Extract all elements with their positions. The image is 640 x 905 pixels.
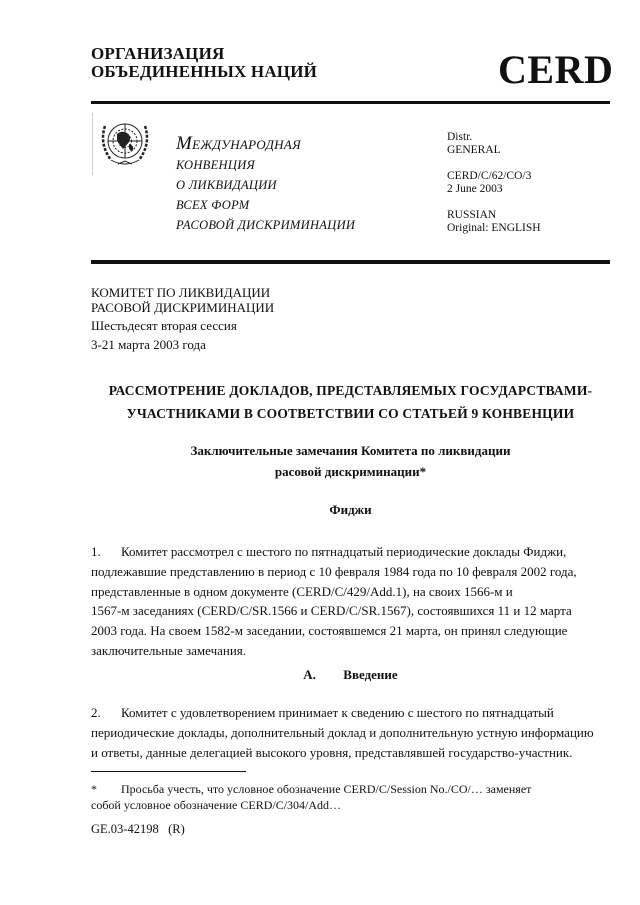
- section-title: Введение: [343, 667, 398, 682]
- country-heading: Фиджи: [329, 502, 372, 517]
- document-title: [91, 379, 610, 425]
- distr-value: GENERAL: [447, 143, 501, 156]
- title-line-2: УЧАСТНИКАМИ В СООТВЕТСТВИИ СО СТАТЬЕЙ 9 КОНВЕНЦИИ: [126, 406, 575, 421]
- paragraph-number: 2.: [91, 705, 101, 720]
- section-heading-a: [91, 667, 610, 683]
- committee-line-2: РАСОВОЙ ДИСКРИМИНАЦИИ: [91, 300, 275, 315]
- paragraph-line: периодические доклады, дополнительный доклад и дополнительную устную информацию: [91, 724, 594, 740]
- un-emblem-icon: [96, 114, 154, 172]
- convention-title: [176, 134, 355, 235]
- section-letter: A.: [303, 667, 316, 682]
- footnote: * Просьба учесть, что условное обозначение CERD/C/Session No./CO/… заменяет собой условное обозначение CERD/C/304/Add…: [91, 782, 532, 812]
- paragraph-line: подлежавшие представлению в период с 10 февраля 1984 года по 10 февраля 2002 года,: [91, 563, 577, 579]
- distribution-block: [447, 131, 541, 234]
- session-info: [91, 316, 237, 354]
- session-name: Шестьдесят вторая сессия: [91, 318, 237, 333]
- document-series-symbol: CERD: [498, 47, 614, 92]
- job-number: GE.03-42198 (R): [91, 822, 185, 836]
- convention-line-1: МЕЖДУНАРОДНАЯ: [176, 133, 301, 154]
- subtitle-line-1: Заключительные замечания Комитета по ликвидации: [190, 443, 511, 458]
- session-dates: 3-21 марта 2003 года: [91, 337, 206, 352]
- header-rule: [91, 101, 610, 104]
- convention-line-5: РАСОВОЙ ДИСКРИМИНАЦИИ: [176, 218, 356, 232]
- convention-line-2: КОНВЕНЦИЯ: [176, 158, 256, 172]
- footnote-mark: *: [91, 782, 97, 796]
- paragraph-1: [91, 542, 610, 661]
- header-bottom-rule: [91, 260, 610, 264]
- original-language: Original: ENGLISH: [447, 221, 541, 234]
- paragraph-line: 1567-м заседаниях (CERD/C/SR.1566 и CERD/C/SR.1567), состоявшихся 11 и 12 марта: [91, 603, 572, 619]
- organization-name: [91, 45, 317, 81]
- paragraph-line: 2003 года. На своем 1582-м заседании, состоявшемся 21 марта, он принял следующие: [91, 623, 568, 639]
- organization-line-2: ОБЪЕДИНЕННЫХ НАЦИЙ: [91, 62, 318, 81]
- document-subtitle: [91, 440, 610, 482]
- subtitle-line-2: расовой дискриминации*: [274, 464, 427, 479]
- emblem-divider: [92, 113, 93, 175]
- paragraph-line: 2. Комитет с удовлетворением принимает к сведению с шестого по пятнадцатый: [91, 703, 610, 723]
- paragraph-line: 1. Комитет рассмотрел с шестого по пятнадцатый периодические доклады Фиджи,: [91, 542, 610, 562]
- paragraph-line: и ответы, данные делегацией высокого уровня, представлявшей государство-участник.: [91, 744, 573, 760]
- footnote-separator: [91, 771, 246, 772]
- committee-name: [91, 285, 274, 315]
- paragraph-line: представленные в одном документе (CERD/C/429/Add.1), на своих 1566-м и: [91, 583, 513, 599]
- convention-line-3: О ЛИКВИДАЦИИ: [176, 178, 277, 192]
- paragraph-2: [91, 703, 610, 762]
- document-date: 2 June 2003: [447, 182, 503, 195]
- document-symbol: CERD/C/62/CO/3: [447, 170, 532, 182]
- title-line-1: РАССМОТРЕНИЕ ДОКЛАДОВ, ПРЕДСТАВЛЯЕМЫХ ГОСУДАРСТВАМИ-: [108, 383, 593, 398]
- distr-label: Distr.: [447, 131, 473, 143]
- convention-line-4: ВСЕХ ФОРМ: [176, 198, 250, 212]
- document-language: RUSSIAN: [447, 209, 497, 221]
- committee-line-1: КОМИТЕТ ПО ЛИКВИДАЦИИ: [91, 285, 271, 300]
- paragraph-line: заключительные замечания.: [91, 642, 247, 658]
- organization-line-1: ОРГАНИЗАЦИЯ: [91, 44, 225, 63]
- paragraph-number: 1.: [91, 544, 101, 559]
